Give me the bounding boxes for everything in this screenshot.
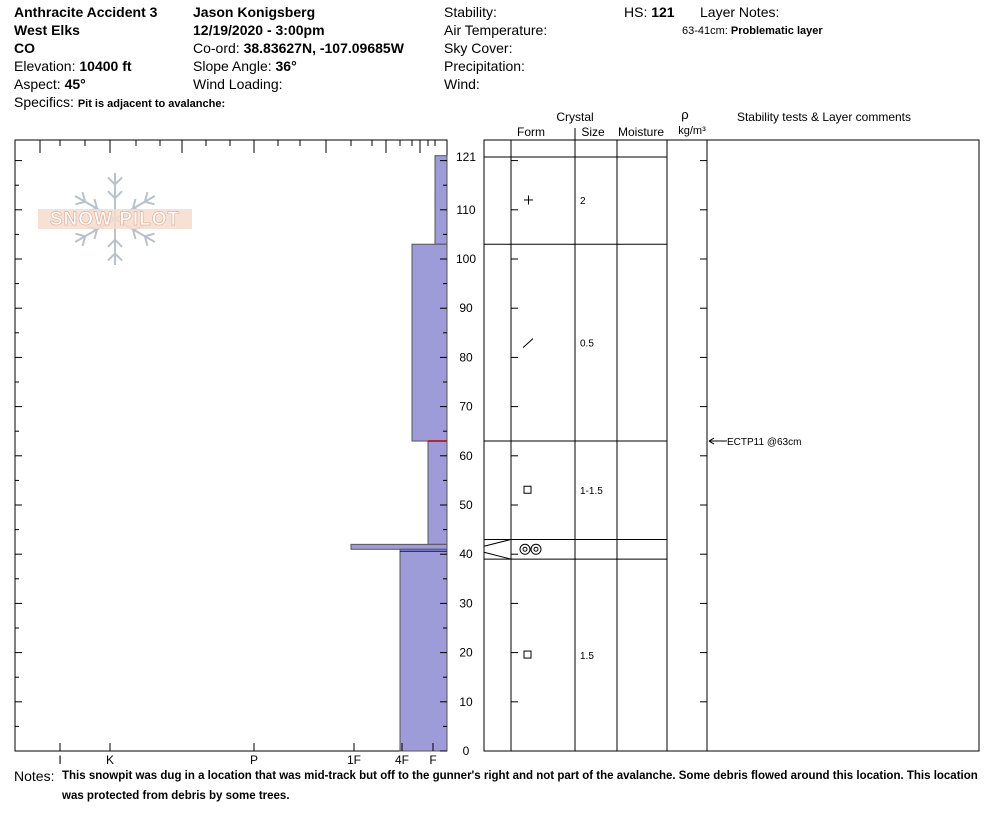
depth-axis <box>456 150 476 758</box>
hardness-layer <box>412 244 447 441</box>
precipitation: Precipitation: <box>444 58 525 74</box>
col-rho: ρ <box>681 107 689 122</box>
stability: Stability: <box>444 4 497 20</box>
hardness-layer <box>351 544 447 549</box>
depth-tick-label: 30 <box>459 596 473 611</box>
hardness-layer <box>428 441 447 544</box>
depth-tick-label: 40 <box>459 547 473 562</box>
hardness-tick-label: 4F <box>394 753 410 767</box>
logo-text: SNOW PILOT <box>49 209 181 230</box>
depth-tick-label: 100 <box>455 252 477 266</box>
datetime: 12/19/2020 - 3:00pm <box>193 22 325 38</box>
layer-crystal-data <box>520 195 603 662</box>
hardness-axis-labels <box>58 743 436 767</box>
observer: Jason Konigsberg <box>193 4 316 20</box>
col-size: Size <box>581 125 605 139</box>
depth-tick-label: 50 <box>459 498 473 512</box>
depth-tick-label: 110 <box>456 202 476 217</box>
layer-grain-size: 1-1.5 <box>580 486 603 498</box>
hardness-tick-label: F <box>429 753 437 767</box>
notes-label: Notes: <box>14 768 55 784</box>
faceted-crystal-icon <box>524 486 531 493</box>
layer-grain-size: 1.5 <box>580 651 594 663</box>
snowpilot-logo <box>38 173 192 265</box>
specifics: Specifics: Pit is adjacent to avalanche: <box>14 94 226 110</box>
depth-tick-label: 0 <box>462 744 470 758</box>
col-moisture: Moisture <box>617 125 665 139</box>
air-temperature: Air Temperature: <box>444 22 548 38</box>
hardness-graph-frame <box>15 140 447 751</box>
elevation: Elevation: 10400 ft <box>14 58 132 74</box>
depth-tick-label: 20 <box>459 645 473 660</box>
col-form: Form <box>517 125 545 139</box>
state: CO <box>14 40 35 56</box>
coordinates: Co-ord: 38.83627N, -107.09685W <box>193 40 404 56</box>
hardness-tick-label: K <box>105 753 115 767</box>
wind-loading: Wind Loading: <box>193 76 283 92</box>
hardness-layer <box>400 549 447 751</box>
depth-tick-label: 60 <box>459 448 473 463</box>
aspect: Aspect: 45° <box>14 76 86 92</box>
hardness-tick-label: I <box>58 753 62 767</box>
depth-tick-label: 90 <box>459 301 473 316</box>
layer-notes-label: Layer Notes: <box>700 4 780 20</box>
layers-table-columns <box>511 140 707 751</box>
sky-cover: Sky Cover: <box>444 40 513 56</box>
snow-height: HS: 121 <box>624 4 675 20</box>
depth-tick-label: 10 <box>459 694 473 709</box>
decomposing-crystal-icon <box>523 339 533 348</box>
slope-angle: Slope Angle: 36° <box>193 58 297 74</box>
stability-test-label: ECTP11 @63cm <box>727 437 802 449</box>
depth-tick-label: 121 <box>455 150 477 164</box>
hardness-profile <box>351 156 447 751</box>
melt-freeze-crust-icon <box>523 547 527 551</box>
hardness-tick-label: 1F <box>346 753 362 767</box>
hardness-graph-ticks <box>15 140 447 751</box>
melt-freeze-crust-icon <box>531 544 541 554</box>
wind: Wind: <box>444 76 480 92</box>
notes <box>14 766 989 802</box>
melt-freeze-crust-icon <box>534 547 538 551</box>
melt-freeze-crust-icon <box>520 544 530 554</box>
notes-text: This snowpit was dug in a location that was mid-track but off to the gunner's right and not part of the avalanche. Some debris flowed around this location. This location was protected from debris by some trees. <box>62 770 978 802</box>
thin-layer-bracket <box>484 539 511 559</box>
mountain-range: West Elks <box>14 22 80 38</box>
layer-grain-size: 0.5 <box>580 338 594 350</box>
col-crystal: Crystal <box>556 110 594 124</box>
stability-test-results <box>709 437 801 448</box>
col-density-unit: kg/m³ <box>678 125 706 137</box>
hardness-layer <box>435 156 447 245</box>
faceted-crystal-icon <box>524 651 531 658</box>
pit-title: Anthracite Accident 3 <box>14 4 158 20</box>
layer-grain-size: 2 <box>580 195 586 207</box>
layers-table-ticks <box>511 161 707 751</box>
depth-tick-label: 80 <box>459 350 473 365</box>
col-stability-tests: Stability tests & Layer comments <box>736 110 912 124</box>
depth-tick-label: 70 <box>459 399 473 414</box>
layer-note: 63-41cm: Problematic layer <box>682 25 823 37</box>
hardness-tick-label: P <box>249 753 259 767</box>
